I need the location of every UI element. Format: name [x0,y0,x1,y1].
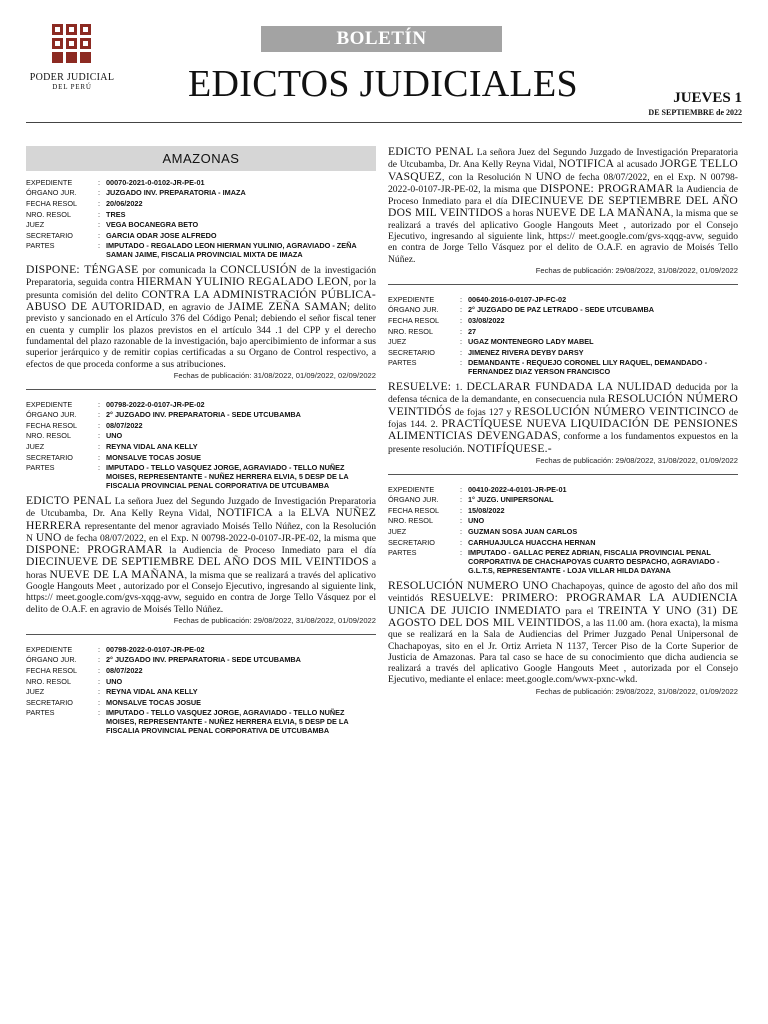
separator: : [98,198,101,208]
body-span: RESUELVE: [388,380,452,394]
value-expediente: 00640-2016-0-0107-JP-FC-02 [468,294,567,304]
label-secretario: SECRETARIO [26,697,73,707]
value-secretario: CARHUAJULCA HUACCHA HERNAN [468,537,596,547]
body-span: JAIME ZEÑA SAMAN [228,300,348,314]
value-nro: UNO [468,516,485,526]
separator: : [98,665,101,675]
label-expediente: EXPEDIENTE [26,399,73,409]
separator: : [460,527,463,537]
body-span: , la misma que se realizará a través del aplicativo Google Hangouts Meet , autorizado por el Consejo Ejecutivo, ingresando al siguiente link, https:// meet.google.com/gvs-xqqg-avw, seguido en contra de Jorge Tello Vásquez por el delito de O.A.F. en agravio de Moisés Tello Núñez. [388,208,739,265]
label-fecha: FECHA RESOL [388,315,440,325]
label-expediente: EXPEDIENTE [388,294,435,304]
body-span: DISPONE: TÉNGASE [26,263,139,277]
body-span: NOTIFICA [217,506,273,520]
value-organo: 1° JUZG. UNIPERSONAL [468,495,554,505]
value-expediente: 00070-2021-0-0102-JR-PE-01 [106,177,205,187]
publication-dates: Fechas de publicación: 29/08/2022, 31/08/2022, 01/09/2022 [535,686,738,696]
label-secretario: SECRETARIO [388,537,435,547]
edicto-entry [388,294,738,465]
header-rule [26,122,742,123]
poder-judicial-emblem-icon [50,22,94,66]
label-expediente: EXPEDIENTE [388,484,435,494]
body-span: , con la Resolución N [442,171,536,183]
edicto-body [26,495,376,615]
body-span: La señora Juez del Segundo Juzgado de Investigación Preparatoria de Utcubamba, Dr. Ana Kelly Reyna Vidal, [388,147,738,171]
body-span: RESOLUCIÓN NUMERO UNO [388,579,549,593]
value-organo: 2° JUZGADO INV. PREPARATORIA - SEDE UTCUBAMBA [106,410,301,420]
separator: : [460,548,463,558]
entry-fields [388,484,738,576]
label-partes: PARTES [26,463,55,473]
entry-fields [26,644,376,736]
edicto-entry [388,484,738,696]
value-partes: IMPUTADO - REGALADO LEON HIERMAN YULINIO, AGRAVIADO - ZEÑA SAMAN JAIME, FISCALIA PROVINCIAL MIXTA DE IMAZA [106,241,357,260]
body-span: la Audiencia de Proceso Inmediato para el día [388,183,738,208]
edicto-entry [26,399,376,625]
value-partes: IMPUTADO - GALLAC PEREZ ADRIAN, FISCALIA PROVINCIAL PENAL CORPORATIVA DE CHACHAPOYAS CUARTO DESPACHO, AGRAVIADO - G.L.T.S, REPRESENTANTE - LOJA VILLAR HILDA DAYANA [468,548,720,576]
left-column [26,134,376,740]
body-span: a horas [503,208,537,220]
label-nro: NRO. RESOL [388,326,434,336]
label-fecha: FECHA RESOL [26,665,78,675]
separator: : [460,505,463,515]
separator: : [98,410,101,420]
body-span: por comunicada la [138,265,221,277]
body-span: , a las 11.00 am. (hora exacta), la misma que se realizará en la Sala de Audiencias del Primer Juzgado Penal Unipersonal de Chachapoyas, sito en el Jr. Ortiz Arrieta N 1137, Tercer Piso de la Corte Superior de Justicia de Amazonas. Para tal caso se hace de su conocimiento que dicha audiencia se realizará a través del aplicativo Google Hangouts Meet , autorizada por el Consejo Ejecutivo, mediante el enlace: meet.google.com/wwx-pxnc-wkd. [388,617,738,686]
label-juez: JUEZ [26,220,45,230]
body-span: de la investigación Preparatoria, seguida contra [26,265,376,289]
separator: : [98,442,101,451]
body-span: CONCLUSIÓN [220,263,298,277]
body-span: NOTIFÍQUESE.- [467,441,552,455]
label-nro: NRO. RESOL [26,676,72,686]
value-secretario: MONSALVE TOCAS JOSUE [106,452,202,462]
boletin-banner: BOLETÍN [261,26,502,52]
poder-judicial-logo [26,22,118,91]
value-secretario: MONSALVE TOCAS JOSUE [106,697,202,707]
value-juez: GUZMAN SOSA JUAN CARLOS [468,527,578,537]
body-span: UNO [535,169,562,183]
body-span: DISPONE: PROGRAMAR [540,181,674,195]
body-span: ELVA NUÑEZ HERRERA [26,506,376,532]
value-fecha: 15/08/2022 [468,505,505,515]
edicto-body [26,264,376,370]
entry-fields [26,399,376,491]
label-partes: PARTES [388,548,417,558]
body-span: HIERMAN YULINIO REGALADO LEON [136,275,349,289]
separator: : [98,644,101,654]
edicto-entry [26,644,376,736]
value-partes: IMPUTADO - TELLO VASQUEZ JORGE, AGRAVIADO - TELLO NUÑEZ MOISES, REPRESENTANTE - NUÑEZ HERRERA ELVIA, 5 DESP DE LA FISCALIA PROVINCIAL PENAL CORPORATIVA DE UTCUBAMBA [106,463,349,491]
value-fecha: 08/07/2022 [106,420,143,430]
body-span: JORGE TELLO VASQUEZ [388,157,738,183]
label-partes: PARTES [388,358,417,368]
body-span: Chachapoyas, quince de agosto del año dos mil veintidós [388,581,738,605]
publication-dates: Fechas de publicación: 29/08/2022, 31/08/2022, 01/09/2022 [535,265,738,275]
entry-fields [26,177,376,260]
value-juez: REYNA VIDAL ANA KELLY [106,687,198,697]
label-organo: ÓRGANO JUR. [26,410,77,420]
separator: : [460,537,463,547]
value-juez: VEGA BOCANEGRA BETO [106,220,199,230]
label-juez: JUEZ [388,527,407,537]
separator: : [460,315,463,325]
label-organo: ÓRGANO JUR. [388,305,439,315]
separator: : [460,358,463,368]
body-span: para el [560,605,598,617]
separator: : [460,337,463,347]
body-span: EDICTO PENAL [388,145,474,158]
separator: : [98,209,101,219]
edicto-body [388,381,738,455]
body-span: a la [272,508,301,520]
label-nro: NRO. RESOL [26,209,72,219]
label-nro: NRO. RESOL [26,431,72,441]
separator: : [98,220,101,230]
separator: : [98,241,101,251]
body-span: NUEVE DE LA MAÑANA [49,567,185,581]
entry-divider [388,284,738,285]
body-span: NUEVE DE LA MAÑANA [536,206,671,220]
body-span: DISPONE: PROGRAMAR [26,543,163,557]
body-span: , la misma que se realizará a través del aplicativo Google Hangouts Meet , autorizado por el Consejo Ejecutivo, ingresando al siguiente link, https:// meet.google.com/gvs-xqqg-avw, seguido en contra de Jorge Tello Vásquez por el delito de O.A.F. en agravio de Moisés Tello Núñez. [26,569,376,615]
value-secretario: GARCIA ODAR JOSE ALFREDO [106,230,217,240]
separator: : [460,294,463,304]
body-span: a horas [26,557,376,581]
body-span: PRACTÍQUESE NUEVA LIQUIDACIÓN DE PENSIONES ALIMENTICIAS DEVENGADAS [388,417,738,443]
label-nro: NRO. RESOL [388,516,434,526]
body-span: RESOLUCIÓN NÚMERO VEINTIDÓS [388,392,738,418]
value-fecha: 20/06/2022 [106,198,143,208]
separator: : [98,177,101,187]
issue-date: DE SEPTIEMBRE de 2022 [648,108,742,117]
value-organo: JUZGADO INV. PREPARATORIA - IMAZA [106,188,246,198]
value-secretario: JIMENEZ RIVERA DEYBY DARSY [468,347,584,357]
separator: : [98,676,101,686]
body-span: DECLARAR FUNDADA LA NULIDAD [466,380,672,394]
label-organo: ÓRGANO JUR. [26,655,77,665]
label-organo: ÓRGANO JUR. [388,495,439,505]
separator: : [460,347,463,357]
body-span: de fecha 08/07/2022, en el Exp. N 00798-2022-0-0107-JR-PE-02, la misma que [61,532,377,544]
value-nro: TRES [106,209,126,219]
entry-divider [388,474,738,475]
separator: : [98,188,101,198]
body-span: TREINTA Y UNO (31) DE AGOSTO DEL DOS MIL VEINTIDOS [388,603,738,629]
label-secretario: SECRETARIO [388,347,435,357]
value-fecha: 08/07/2022 [106,665,143,675]
publication-dates: Fechas de publicación: 29/08/2022, 31/08/2022, 01/09/2022 [535,455,738,465]
label-juez: JUEZ [26,687,45,697]
logo-subtitle: DEL PERÚ [52,83,92,91]
body-span: , conforme a los fundamentos expuestos en la presente resolución. [388,431,738,455]
body-span: ; delito previsto y sancionado en el Artículo 376 del Código Penal; debiendo el señor fiscal tener en cuenta y cumplir los plazos previstos en el artículo 344 .1 del CPP y el derecho fundamental del plazo razonable de la investigación, bajo apercibimiento de informar a sus superior jerárquico y de remitir copias certificadas a su Organo de Control respectivo, a efectos de que proceda conforme a sus atribuciones. [26,302,377,370]
edicto-entry [388,146,738,275]
body-span: EDICTO PENAL [26,493,112,507]
body-span: de fecha 08/07/2022, en el Exp. N 00798-2022-0-0107-JR-PE-02, la misma que [388,171,738,195]
separator: : [460,484,463,494]
body-span: RESOLUCIÓN NÚMERO VEINTICINCO [514,404,726,418]
label-expediente: EXPEDIENTE [26,644,73,654]
edicto-body [388,580,738,686]
value-organo: 2° JUZGADO DE PAZ LETRADO - SEDE UTCUBAMBA [468,305,655,315]
separator: : [460,516,463,526]
label-organo: ÓRGANO JUR. [26,188,77,198]
label-fecha: FECHA RESOL [388,505,440,515]
separator: : [98,230,101,240]
label-expediente: EXPEDIENTE [26,177,73,187]
value-juez: UGAZ MONTENEGRO LADY MABEL [468,337,594,347]
body-span: UNO [35,530,62,544]
value-expediente: 00798-2022-0-0107-JR-PE-02 [106,644,205,654]
separator: : [98,687,101,697]
body-span: de fojas 144. 2. [388,406,738,431]
value-partes: IMPUTADO - TELLO VASQUEZ JORGE, AGRAVIADO - TELLO NUÑEZ MOISES, REPRESENTANTE - NUÑEZ HERRERA ELVIA, 5 DESP DE LA FISCALIA PROVINCIAL PENAL CORPORATIVA DE UTCUBAMBA [106,708,349,736]
value-expediente: 00410-2022-4-0101-JR-PE-01 [468,484,567,494]
label-secretario: SECRETARIO [26,452,73,462]
logo-name: PODER JUDICIAL [29,72,115,83]
body-span: la Audiencia de Proceso Inmediato para el día [162,545,376,557]
value-nro: 27 [468,326,477,336]
separator: : [98,463,101,473]
separator: : [98,452,101,462]
body-span: CONTRA LA ADMINISTRACIÓN PÚBLICA-ABUSO DE AUTORIDAD [26,287,376,314]
body-span: La señora Juez del Segundo Juzgado de Investigación Preparatoria de Utcubamba, Dr. Ana Kelly Reyna Vidal, [26,495,376,520]
separator: : [98,708,101,718]
value-fecha: 03/08/2022 [468,315,505,325]
entry-divider [26,389,376,390]
value-expediente: 00798-2022-0-0107-JR-PE-02 [106,399,205,409]
separator: : [98,697,101,707]
entry-divider [26,634,376,635]
page-title: EDICTOS JUDICIALES [188,63,578,105]
body-span: , por la presunta comisión del delito [26,277,376,301]
edicto-body [388,146,738,265]
label-secretario: SECRETARIO [26,230,73,240]
separator: : [98,420,101,430]
separator: : [98,431,101,441]
body-span: DIECINUEVE DE SEPTIEMBRE DEL AÑO DOS MIL VEINTIDOS [26,555,369,569]
publication-dates: Fechas de publicación: 31/08/2022, 01/09/2022, 02/09/2022 [173,370,376,380]
separator: : [98,399,101,409]
publication-dates: Fechas de publicación: 29/08/2022, 31/08/2022, 01/09/2022 [173,615,376,625]
value-nro: UNO [106,431,123,441]
body-span: , en agravio de [161,302,229,314]
label-partes: PARTES [26,708,55,718]
label-juez: JUEZ [388,337,407,347]
body-span: representante del menor agraviado Moisés Tello Núñez, con la Resolución N [26,520,376,544]
body-span: al acusado [614,159,661,171]
right-column [388,146,738,696]
section-header-amazonas: AMAZONAS [26,146,376,171]
entry-fields [388,294,738,377]
value-organo: 2° JUZGADO INV. PREPARATORIA - SEDE UTCUBAMBA [106,655,301,665]
label-partes: PARTES [26,241,55,251]
body-span: DIECINUEVE DE SEPTIEMBRE DEL AÑO DOS MIL VEINTIDOS [388,194,738,220]
body-span: de fojas 127 y [451,406,515,418]
body-span: deducida por la defensa técnica de la demandante, en consecuencia nula [388,382,738,406]
separator: : [460,305,463,315]
separator: : [460,495,463,505]
label-fecha: FECHA RESOL [26,198,78,208]
separator: : [98,655,101,665]
issue-day: JUEVES 1 [673,90,742,106]
value-partes: DEMANDANTE - REQUEJO CORONEL LILY RAQUEL, DEMANDADO - FERNANDEZ DIAZ YERSON FRANCISCO [468,358,708,377]
value-juez: REYNA VIDAL ANA KELLY [106,442,198,451]
separator: : [460,326,463,336]
body-span: RESUELVE: PRIMERO: PROGRAMAR LA AUDIENCIA UNICA DE JUICIO INMEDIATO [388,591,739,617]
label-fecha: FECHA RESOL [26,420,78,430]
edicto-entry [26,177,376,380]
body-span: 1. [451,382,467,394]
label-juez: JUEZ [26,442,45,451]
body-span: NOTIFICA [558,157,615,171]
value-nro: UNO [106,676,123,686]
